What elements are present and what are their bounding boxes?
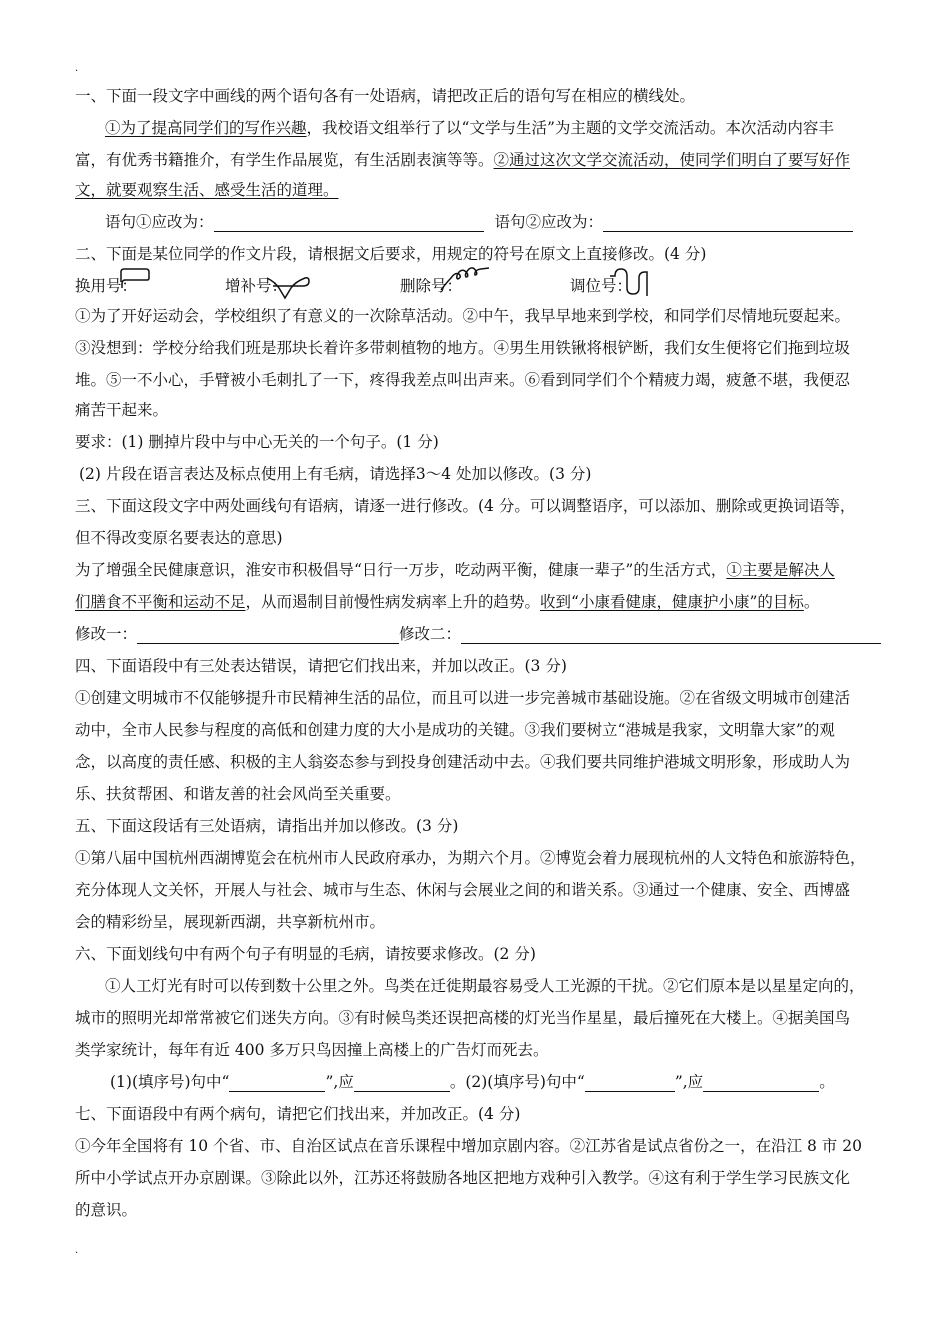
fill-blank-sentence-2[interactable] — [585, 1077, 675, 1092]
q2-para-line-4: 痛苦干起来。 — [75, 401, 169, 419]
q7-para-line-1: ①今年全国将有 10 个省、市、自治区试点在音乐课程中增加京剧内容。②江苏省是试点省份之一，在沿江 8 市 20 — [75, 1137, 862, 1155]
q1-answer-row: 语句①应改为： 语句②应改为： — [105, 212, 905, 232]
q4-para-line-3: 念，以高度的责任感、积极的主人翁姿态参与到投身创建活动中去。④我们要共同维护港城文明形象，形成助人为 — [75, 753, 851, 771]
q1-para-line-3: 文，就要观察生活、感受生活的道理。 — [75, 181, 339, 199]
q2-para-line-2: ③没想到：学校分给我们班是那块长着许多带刺植物的地方。④男生用铁锹将根铲断，我们女生便将它们拖到垃圾 — [75, 339, 851, 357]
delete-mark-icon — [437, 264, 493, 294]
q3-answer-row: 修改一： 修改二： — [75, 624, 875, 644]
q2-requirement-1: 要求：(1) 删掉片段中与中心无关的一个句子。(1 分) — [75, 433, 439, 451]
q5-para-line-1: ①第八届中国杭州西湖博览会在杭州市人民政府承办，为期六个月。②博览会着力展现杭州的人文特色和旅游特色， — [75, 849, 866, 867]
q3-title-line-2: 但不得改变原名要表达的意思) — [75, 529, 283, 547]
q5-para-line-3: 会的精彩纷呈，展现新西湖，共享新杭州市。 — [75, 913, 386, 931]
q3-para-line-2: 们膳食不平衡和运动不足，从而遏制目前慢性病发病率上升的趋势。收到“小康看健康，健康护小康”的目标。 — [75, 593, 820, 611]
q3-title-line-1: 三、下面这段文字中两处画线句有语病，请逐一进行修改。(4 分。可以调整语序，可以添加、删除或更换词语等， — [75, 497, 856, 515]
q7-para-line-2: 所中小学试点开办京剧课。③除此以外，江苏还将鼓励各地区把地方戏种引入教学。④这有利于学生学习民族文化 — [75, 1169, 851, 1187]
page-dot-top: . — [75, 63, 79, 74]
replace-mark-icon — [117, 266, 153, 290]
q2-symbol-row: 换用号： 增补号： 删除号： 调位号： — [75, 272, 875, 302]
q1-para-line-2: 富，有优秀书籍推介，有学生作品展览，有生活剧表演等等。②通过这次文学交流活动，使同学们明白了要写好作 — [75, 151, 851, 169]
q4-para-line-4: 乐、扶贫帮困、和谐友善的社会风尚至关重要。 — [75, 785, 401, 803]
transpose-mark-icon — [607, 266, 651, 298]
q7-para-line-3: 的意识。 — [75, 1201, 138, 1219]
q4-para-line-2: 动中，全市人民参与程度的高低和创建力度的大小是成功的关键。③我们要树立“港城是我家，文明靠大家”的观 — [75, 721, 835, 739]
q2-para-line-3: 堆。⑤一不小心，手臂被小毛刺扎了一下，疼得我差点叫出声来。⑥看到同学们个个精疲力竭，疲惫不堪，我便忍 — [75, 371, 851, 389]
q6-para-line-2: 城市的照明光却常常被它们迷失方向。③有时候鸟类还误把高楼的灯光当作星星，最后撞死在大楼上。④据美国鸟 — [75, 1009, 851, 1027]
q4-para-line-1: ①创建文明城市不仅能够提升市民精神生活的品位，而且可以进一步完善城市基础设施。②在省级文明城市创建活 — [75, 689, 851, 707]
q2-requirement-2: (2) 片段在语言表达及标点使用上有毛病，请选择3～4 处加以修改。(3 分) — [79, 465, 592, 483]
q3-underlined-sentence-2: 收到“小康看健康，健康护小康”的目标 — [540, 593, 804, 611]
revision-blank-2[interactable] — [461, 627, 881, 644]
revision-blank-1[interactable] — [137, 627, 399, 644]
q1-title: 一、下面一段文字中画线的两个语句各有一处语病，请把改正后的语句写在相应的横线处。 — [75, 87, 696, 105]
q6-para-line-1: ①人工灯光有时可以传到数十公里之外。鸟类在迁徙期最容易受人工光源的干扰。②它们原本是以星星定向的， — [105, 977, 865, 995]
q6-para-line-3: 类学家统计，每年有近 400 多万只鸟因撞上高楼上的广告灯而死去。 — [75, 1041, 549, 1059]
q1-para-line-1: ①为了提高同学们的写作兴趣，我校语文组举行了以“文学与生活”为主题的文学交流活动。本次活动内容丰 — [105, 119, 834, 137]
q7-title: 七、下面语段中有两个病句，请把它们找出来，并加改正。(4 分) — [75, 1105, 521, 1123]
answer-blank-1[interactable] — [214, 215, 484, 232]
q3-underlined-sentence-1: ①主要是解决人 — [726, 561, 835, 579]
q1-underlined-sentence-1: ①为了提高同学们的写作兴趣 — [105, 119, 307, 137]
answer-blank-2[interactable] — [603, 215, 853, 232]
fill-blank-fix-2[interactable] — [703, 1077, 819, 1092]
fill-blank-fix-1[interactable] — [354, 1077, 450, 1092]
q6-title: 六、下面划线句中有两个句子有明显的毛病，请按要求修改。(2 分) — [75, 945, 536, 963]
q4-title: 四、下面语段中有三处表达错误，请把它们找出来，并加以改正。(3 分) — [75, 657, 567, 675]
q5-title: 五、下面这段话有三处语病，请指出并加以修改。(3 分) — [75, 817, 459, 835]
q3-para-line-1: 为了增强全民健康意识，淮安市积极倡导“日行一万步，吃动两平衡，健康一辈子”的生活方式，①主要是解决人 — [75, 561, 835, 579]
fill-blank-sentence-1[interactable] — [229, 1077, 325, 1092]
q2-para-line-1: ①为了开好运动会，学校组织了有意义的一次除草活动。②中午，我早早地来到学校，和同学们尽情地玩耍起来。 — [75, 307, 851, 325]
insert-mark-icon — [265, 274, 311, 300]
page-dot-bottom: . — [75, 1245, 79, 1256]
q1-underlined-sentence-2: ②通过这次文学交流活动，使同学们明白了要写好作 — [493, 151, 851, 169]
q5-para-line-2: 充分体现人文关怀，开展人与社会、城市与生态、休闲与会展业之间的和谐关系。③通过一个健康、安全、西博盛 — [75, 881, 851, 899]
q6-fill-row: (1)(填序号)句中“ ”,应 。(2)(填序号)句中“ ”,应 。 — [110, 1073, 835, 1091]
q2-title: 二、下面是某位同学的作文片段，请根据文后要求，用规定的符号在原文上直接修改。(4 分) — [75, 245, 707, 263]
